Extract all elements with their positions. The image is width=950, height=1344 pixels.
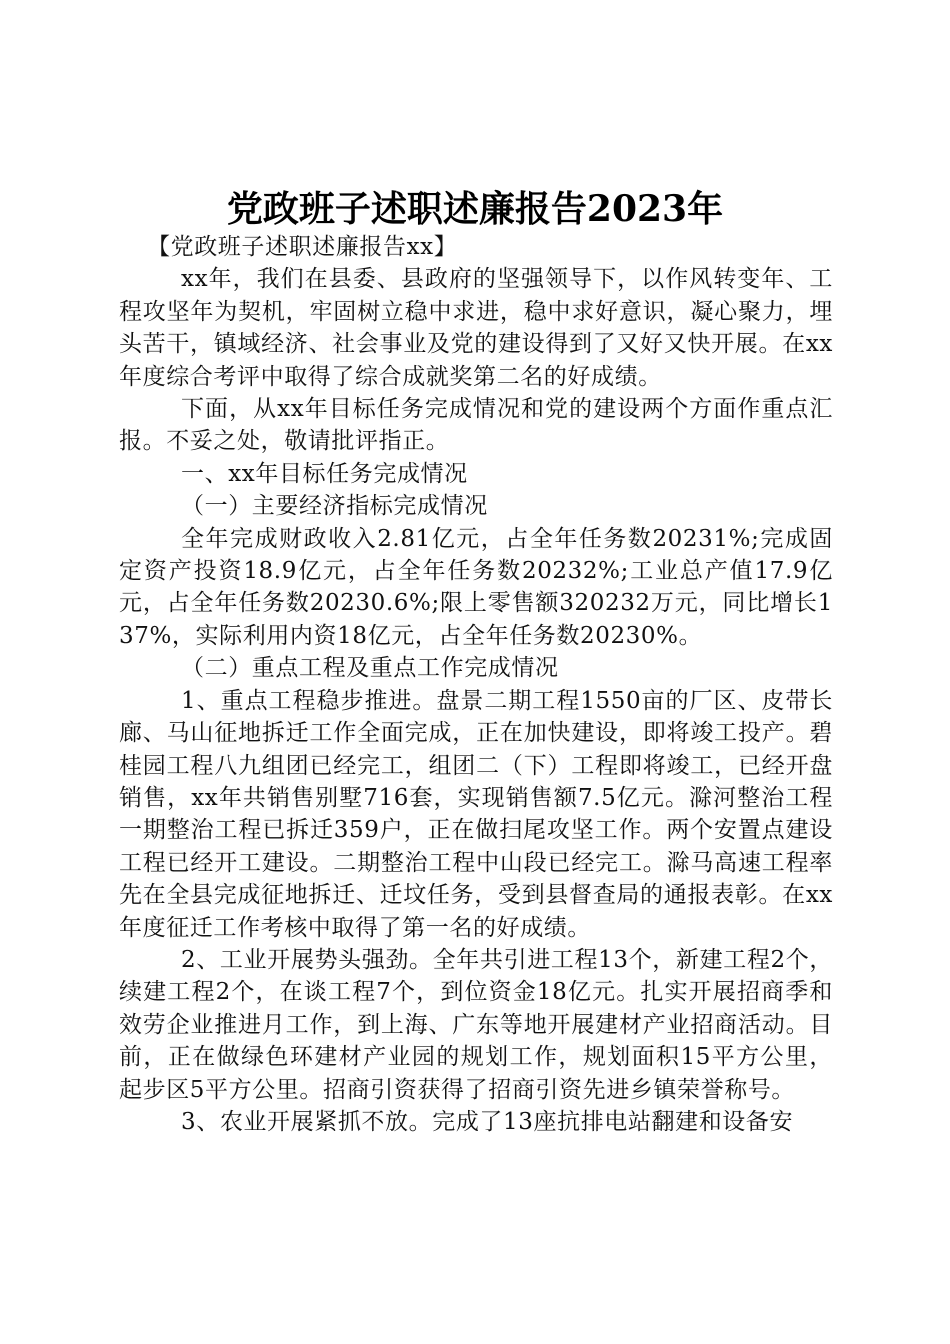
overview-paragraph: 下面，从xx年目标任务完成情况和党的建设两个方面作重点汇报。不妥之处，敬请批评指正。 <box>119 396 833 455</box>
intro-paragraph: xx年，我们在县委、县政府的坚强领导下，以作风转变年、工程攻坚年为契机，牢固树立稳中求进，稳中求好意识，凝心聚力，埋头苦干，镇域经济、社会事业及党的建设得到了又好又快开展。在xx年度综合考评中取得了综合成就奖第二名的好成绩。 <box>119 266 833 390</box>
document-title: 党政班子述职述廉报告2023年 <box>226 188 724 230</box>
industry-paragraph: 2、工业开展势头强劲。全年共引进工程13个，新建工程2个，续建工程2个，在谈工程7个，到位资金18亿元。扎实开展招商季和效劳企业推进月工作，到上海、广东等地开展建材产业招商活动。目前，正在做绿色环建材产业园的规划工作，规划面积15平方公里，起步区5平方公里。招商引资获得了招商引资先进乡镇荣誉称号。 <box>119 946 833 1103</box>
subsection-heading-1: （一）主要经济指标完成情况 <box>181 493 488 520</box>
key-projects-paragraph: 1、重点工程稳步推进。盘景二期工程1550亩的厂区、皮带长廊、马山征地拆迁工作全面完成，正在加快建设，即将竣工投产。碧桂园工程八九组团已经完工，组团二（下）工程即将竣工，已经开盘销售，xx年共销售别墅716套，实现销售额7.5亿元。滁河整治工程一期整治工程已拆迁359户，正在做扫尾攻坚工作。两个安置点建设工程已经开工建设。二期整治工程中山段已经完工。滁马高速工程率先在全县完成征地拆迁、迁坟任务，受到县督查局的通报表彰。在xx年度征迁工作考核中取得了第一名的好成绩。 <box>119 687 833 941</box>
subtitle-paragraph: 【党政班子述职述廉报告xx】 <box>147 234 458 260</box>
agriculture-paragraph: 3、农业开展紧抓不放。完成了13座抗排电站翻建和设备安 <box>181 1108 794 1135</box>
document-body <box>119 231 833 1138</box>
economic-indicators-paragraph: 全年完成财政收入2.81亿元，占全年任务数20231%;完成固定资产投资18.9亿元，占全年任务数20232%;工业总产值17.9亿元，占全年任务数20230.6%;限上零售额320232万元，同比增长137%，实际利用内资18亿元，占全年任务数20230%。 <box>119 525 833 649</box>
subsection-heading-2: （二）重点工程及重点工作完成情况 <box>181 655 559 682</box>
section-heading-1: 一、xx年目标任务完成情况 <box>181 460 468 487</box>
